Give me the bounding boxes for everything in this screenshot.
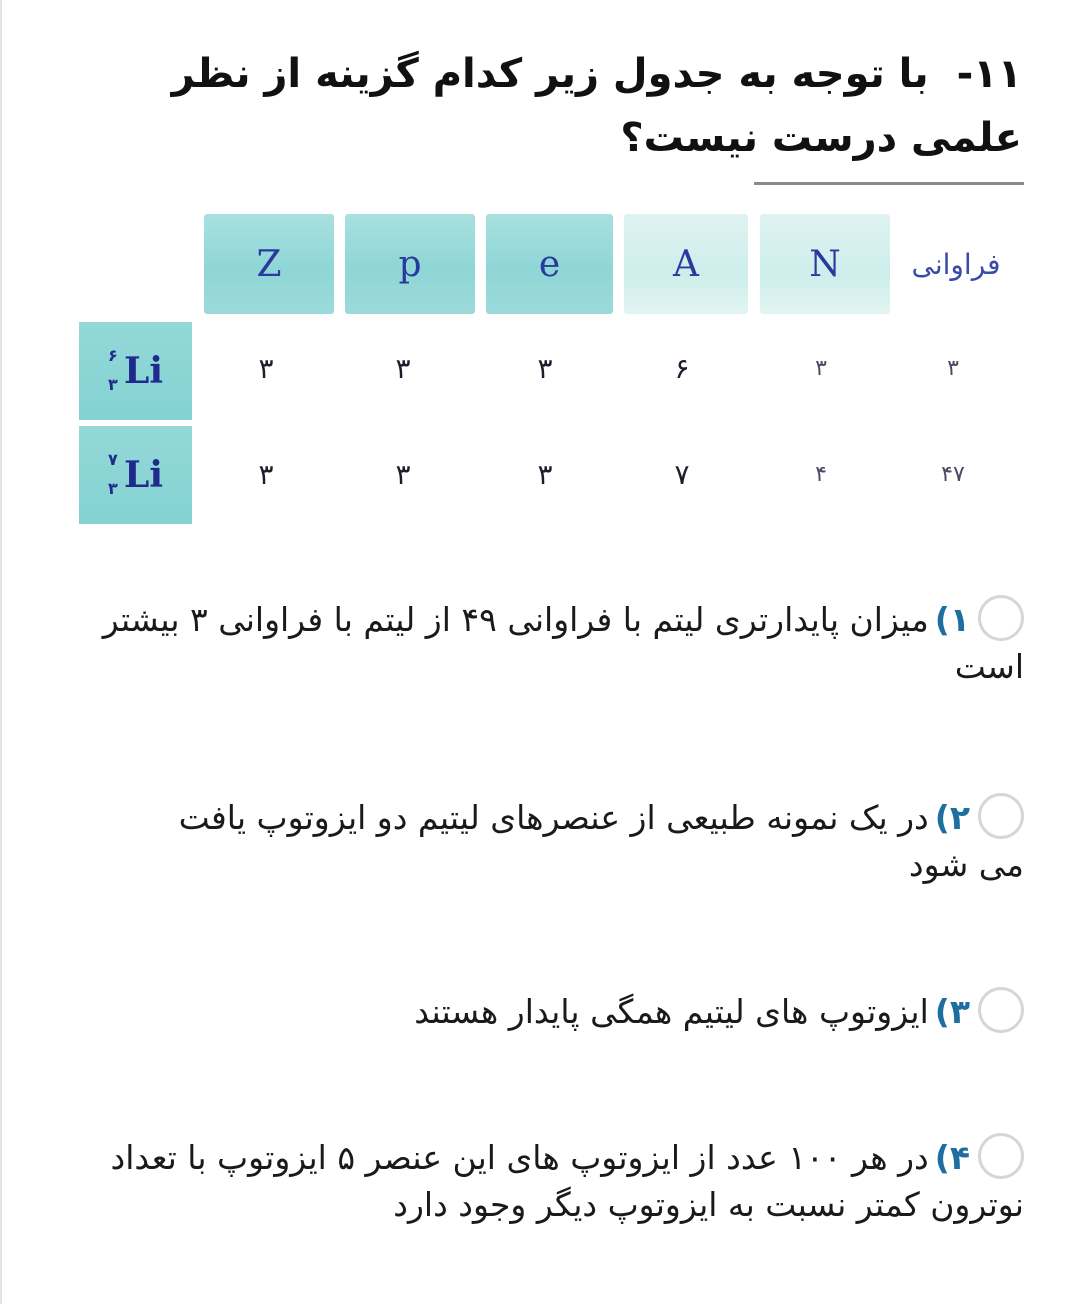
option-1[interactable] xyxy=(64,598,1024,689)
header-label-p: p xyxy=(398,243,422,285)
option-4[interactable] xyxy=(44,1136,1024,1227)
radio-button[interactable] xyxy=(978,1133,1024,1179)
option-number: ۴) xyxy=(934,1138,970,1177)
cell-a: ۷ xyxy=(674,458,690,491)
option-3[interactable] xyxy=(264,990,1024,1037)
header-cell-e xyxy=(486,214,613,314)
option-number: ۱) xyxy=(934,600,970,639)
option-text: در یک نمونه طبیعی از عنصرهای لیتیم دو ایزوتوپ یافت می شود xyxy=(178,798,1024,884)
cell-n: ۳ xyxy=(815,356,827,381)
row-head-li6 xyxy=(79,322,192,420)
cell-p: ۳ xyxy=(395,458,411,491)
header-cell-a xyxy=(624,214,748,314)
option-number: ۳) xyxy=(934,992,970,1031)
header-label-abundance: فراوانی xyxy=(911,247,1001,281)
cell-e: ۳ xyxy=(537,458,553,491)
header-cell-abundance xyxy=(896,214,1016,314)
option-text: ایزوتوپ های لیتیم همگی پایدار هستند xyxy=(414,992,929,1031)
header-label-e: e xyxy=(538,243,561,285)
element-symbol: Li xyxy=(124,454,163,496)
header-label-n: N xyxy=(809,243,841,285)
radio-button[interactable] xyxy=(978,595,1024,641)
header-label-a: A xyxy=(673,243,699,285)
nuclide-li6 xyxy=(108,346,163,394)
header-cell-n xyxy=(760,214,890,314)
cell-a: ۶ xyxy=(674,352,690,385)
mass-number: ۶ xyxy=(108,346,118,365)
option-2[interactable] xyxy=(124,796,1024,887)
header-cell-z xyxy=(204,214,334,314)
question-text: با توجه به جدول زیر کدام گزینه از نظر علمی درست نیست؟ xyxy=(171,51,1022,161)
mass-number: ۷ xyxy=(108,450,118,469)
cell-p: ۳ xyxy=(395,352,411,385)
row-head-li7 xyxy=(79,426,192,524)
cell-abundance: ۴۷ xyxy=(941,462,965,487)
option-number: ۲) xyxy=(934,798,970,837)
radio-button[interactable] xyxy=(978,793,1024,839)
cell-n: ۴ xyxy=(815,462,827,487)
header-cell-p xyxy=(345,214,475,314)
radio-button[interactable] xyxy=(978,987,1024,1033)
option-text: میزان پایدارتری لیتم با فراوانی ۴۹ از لیتم با فراوانی ۳ بیشتر است xyxy=(102,600,1024,686)
cell-z: ۳ xyxy=(258,352,274,385)
isotope-table-image xyxy=(0,0,1080,560)
element-symbol: Li xyxy=(124,350,163,392)
question-number: ۱۱- xyxy=(956,51,1022,97)
cell-abundance: ۳ xyxy=(947,356,959,381)
header-label-z: Z xyxy=(256,243,282,285)
cell-e: ۳ xyxy=(537,352,553,385)
nuclide-li7 xyxy=(108,450,163,498)
option-text: در هر ۱۰۰ عدد از ایزوتوپ های این عنصر ۵ ایزوتوپ با تعداد نوترون کمتر نسبت به ایزوتوپ دیگر وجود دارد xyxy=(110,1138,1024,1224)
cell-z: ۳ xyxy=(258,458,274,491)
atomic-number: ۳ xyxy=(108,479,118,498)
atomic-number: ۳ xyxy=(108,375,118,394)
